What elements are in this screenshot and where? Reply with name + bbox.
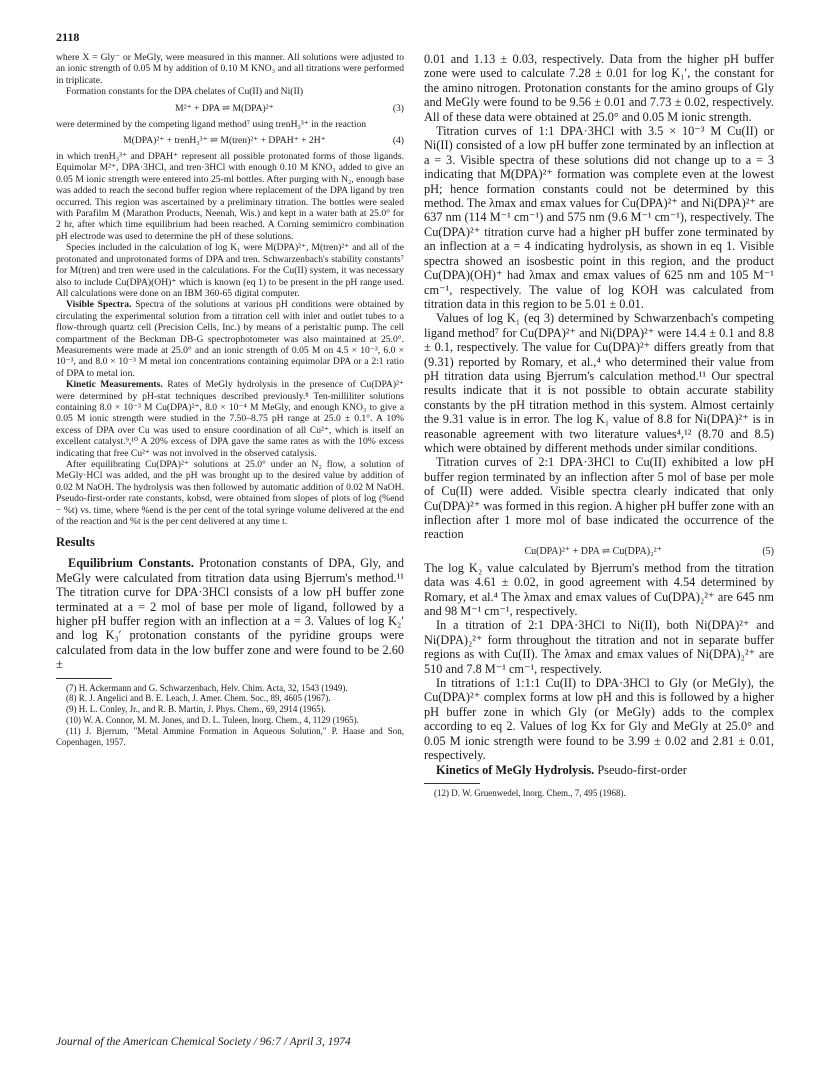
paragraph-text: Protonation constants of DPA, Gly, and MeGly were calculated from titration data using Bjerrum's method.¹¹ The titration curve for DPA·3HCl consists of a low pH buffer zone terminated at a = 2 mol of base per mole of ligand, followed by a higher pH buffer region with an inflection at a = 3. Values of log K₂′ and log K₃′ protonation constants of the pyridine groups were calculated from data in the low buffer zone and were found to be 2.60 ± [56,556,404,672]
equation-body: M²⁺ + DPA ⇌ M(DPA)²⁺ [175,102,274,114]
equation-4 [56,135,404,146]
results-heading: Results [56,535,95,550]
footnote-rule [424,783,480,784]
paragraph: were determined by the competing ligand method⁷ using trenH₃³⁺ in the reaction [56,118,367,130]
paragraph: in which trenH₃³⁺ and DPAH⁺ represent all possible protonated forms of those ligands. Equimolar M²⁺, DPA·3HCl, and tren·3HCl with enough 0.10 M KNO₃ added to give an 0.05 M ionic strength were entered into 25-ml bottles. After purging with N₂, enough base was added to reach the second buffer region where replacement of the DPA ligand by tren occurred. This region was ascertained by a preliminary titration. The bottles were sealed with Parafilm M (Marathon Products, Neenah, Wis.) and kept in a water bath at 25.0° for 2 hr, after which time equilibrium had been reached. A Corning semimicro combination pH electrode was used to determine the pH of these solutions. [56,151,404,242]
paragraph: 0.01 and 1.13 ± 0.03, respectively. Data from the higher pH buffer zone were used to calculate 7.28 ± 0.01 for log K₁′, the constant for the amino nitrogen. Protonation constants for the amino groups of Gly and MeGly were found to be 9.56 ± 0.01 and 7.73 ± 0.02, respectively. All of these data were obtained at 25.0° and 0.05 M ionic strength. [424,52,774,124]
paragraph: After equilibrating Cu(DPA)²⁺ solutions at 25.0° under an N₂ flow, a solution of MeGly·HCl was added, and the pH was brought up to the desired value by addition of 0.02 M NaOH. The hydrolysis was then followed by automatic addition of 0.02 M NaOH. Pseudo-first-order rate constants, kobsd, were obtained from slopes of plots of log (%end − %t) vs. time, where %end is the per cent of the total syringe volume delivered at the end of the reaction and %t is the per cent delivered at any time t. [56,459,404,528]
paragraph-text: Pseudo-first-order [594,762,687,777]
results-text-continued [424,52,774,777]
footnote-rule [56,678,112,679]
equation-5 [424,546,774,557]
paragraph: In a titration of 2:1 DPA·3HCl to Ni(II), both Ni(DPA)²⁺ and Ni(DPA)₂²⁺ form throughout the titration and not in separate buffer regions as with Cu(II). The λmax and εmax values of Ni(DPA)₂²⁺ are 510 and 7.8 M⁻¹ cm⁻¹, respectively. [424,618,774,676]
run-in-heading: Kinetics of MeGly Hydrolysis. [436,762,595,777]
equation-body: M(DPA)²⁺ + trenH₃³⁺ ⇌ M(tren)²⁺ + DPAH⁺ + 2H⁺ [123,135,326,147]
references [424,788,774,799]
journal-footer: Journal of the American Chemical Society / 96:7 / April 3, 1974 [56,1036,351,1048]
equation-body: Cu(DPA)²⁺ + DPA ⇌ Cu(DPA)₂²⁺ [524,545,662,557]
experimental-text [56,52,404,527]
reference: (12) D. W. Gruenwedel, Inorg. Chem., 7, 495 (1968). [434,787,626,798]
equation-number: (4) [392,135,404,147]
paragraph: Titration curves of 1:1 DPA·3HCl with 3.5 × 10⁻³ M Cu(II) or Ni(II) consisted of a low pH buffer zone terminated by an inflection at a = 3. Visible spectra of these solutions did not change up to a = 3 indicating that M(DPA)²⁺ formation was complete even at the lowest pH; hence formation constants could not be determined by this method. The λmax and εmax values for Cu(DPA)²⁺ and Ni(DPA)²⁺ are 637 nm (114 M⁻¹ cm⁻¹) and 575 nm (9.6 M⁻¹ cm⁻¹), respectively. The Cu(DPA)²⁺ titration curve had a higher pH buffer zone terminated by an inflection at a = 4 indicating hydrolysis, as shown in eq 1. Visible spectra showed an isosbestic point in this region, and the product Cu(DPA)(OH)⁺ had λmax and εmax values of 625 nm and 105 M⁻¹ cm⁻¹, respectively. The value of log KOH was calculated from titration data in this region to be 5.01 ± 0.01. [424,124,774,311]
equation-3 [56,103,404,114]
equation-number: (5) [762,545,774,557]
paragraph [56,299,404,379]
paragraph: Titration curves of 2:1 DPA·3HCl to Cu(II) exhibited a low pH buffer region terminated by an inflection after 5 mol of base per mole of Cu(II) were added. Visible spectra clearly indicated that only Cu(DPA)²⁺ was formed in this region. A higher pH buffer zone with an inflection after 1 more mol of base indicated the occurrence of the reaction [424,455,774,542]
run-in-heading: Kinetic Measurements. [66,379,163,391]
equation-number: (3) [392,102,404,114]
paragraph [424,763,774,777]
references [56,683,404,748]
reference: (9) H. L. Conley, Jr., and R. B. Martin, J. Phys. Chem., 69, 2914 (1965). [66,704,326,715]
paragraph: Values of log K₁ (eq 3) determined by Schwarzenbach's competing ligand method⁷ for Cu(DPA)²⁺ and Ni(DPA)²⁺ were 14.4 ± 0.1 and 8.8 ± 0.1, respectively. The value for Cu(DPA)²⁺ differs greatly from that (9.31) reported by Romary, et al.,⁴ who determined their value from pH titration data using Bjerrum's calculation method.¹¹ Our spectral results indicate that it is not possible to obtain accurate stability constants by the pH titration method in this system. Almost certainly the 9.31 value is in error. The log K₁ value of 8.8 for Ni(DPA)²⁺ is in reasonable agreement with two literature values⁴,¹² (8.70 and 8.5) which were obtained by different methods under similar conditions. [424,311,774,455]
paragraph [56,556,404,671]
left-column [56,52,404,747]
paragraph: In titrations of 1:1:1 Cu(II) to DPA·3HCl to Gly (or MeGly), the Cu(DPA)²⁺ complex forms at low pH and this is followed by a higher pH buffer zone in which Gly (or MeGly) adds to the complex according to eq 2. Values of log Kx for Gly and MeGly at 25.0° and 0.05 M ionic strength were found to be 3.99 ± 0.02 and 2.81 ± 0.01, respectively. [424,676,774,763]
paragraph: Formation constants for the DPA chelates of Cu(II) and Ni(II) [66,86,304,98]
run-in-heading: Visible Spectra. [66,299,132,311]
page-number: 2118 [56,30,80,44]
paragraph: where X = Gly⁻ or MeGly, were measured in this manner. All solutions were adjusted to an ionic strength of 0.05 M by addition of 0.10 M KNO₃ and all titrations were performed in triplicate. [56,52,404,86]
reference: (10) W. A. Connor, M. M. Jones, and D. L. Tuleen, Inorg. Chem., 4, 1129 (1965). [66,715,359,726]
paragraph-text: Spectra of the solutions at various pH conditions were obtained by circulating the experimental solution from a titration cell with inlet and outlet tubes to a flow-through quartz cell (Precision Cells, Inc.) by means of a peristaltic pump. The cell compartment of the Beckman DB-G spectrophotometer was also maintained at 25.0°. Measurements were made at 25.0° and an ionic strength of 0.05 M on 4.5 × 10⁻³, 6.0 × 10⁻³, and 8.0 × 10⁻³ M metal ion concentrations containing equimolar DPA or a 2:1 ratio of DPA to metal ion. [56,299,404,379]
paragraph: Species included in the calculation of log K₁ were M(DPA)²⁺, M(tren)²⁺ and all of the protonated and unprotonated forms of DPA and tren. Schwarzenbach's stability constants⁷ for M(tren) and tren were used in the calculations. For the Cu(II) system, it was necessary also to include Cu(DPA)(OH)⁺ which is known (eq 1) to be present in the pH range used. All calculations were done on an IBM 360-65 digital computer. [56,242,404,299]
paragraph: The log K₂ value calculated by Bjerrum's method from the titration data was 4.61 ± 0.02, in good agreement with 4.54 determined by Romary, et al.⁴ The λmax and εmax values of Cu(DPA)₂²⁺ are 645 nm and 98 M⁻¹ cm⁻¹, respectively. [424,560,774,619]
paragraph-text: Rates of MeGly hydrolysis in the presence of Cu(DPA)²⁺ were determined by pH-stat techniques described previously.⁸ Ten-milliliter solutions containing 8.0 × 10⁻³ M Cu(DPA)²⁺, 8.0 × 10⁻⁴ M MeGly, and enough KNO₃ to give a 0.05 M ionic strength were studied in the 7.50–8.75 pH range at 25.0 ± 0.1°. A 10% excess of DPA over Cu was used to ensure coordination of all Cu²⁺, which is itself an excellent catalyst.⁹,¹⁰ A 20% excess of DPA gave the same rates as with the 10% excess indicating that free Cu²⁺ was not involved in the observed catalysis. [56,379,404,459]
reference: (7) H. Ackermann and G. Schwarzenbach, Helv. Chim. Acta, 32, 1543 (1949). [66,682,348,693]
right-column [424,52,774,799]
run-in-heading: Equilibrium Constants. [68,556,194,571]
results-text [56,556,404,671]
reference: (8) R. J. Angelici and B. E. Leach, J. Amer. Chem. Soc., 89, 4605 (1967). [66,693,331,704]
reference: (11) J. Bjerrum, "Metal Ammine Formation in Aqueous Solution," P. Haase and Son, Copenhagen, 1957. [56,725,404,747]
paragraph [56,379,404,459]
